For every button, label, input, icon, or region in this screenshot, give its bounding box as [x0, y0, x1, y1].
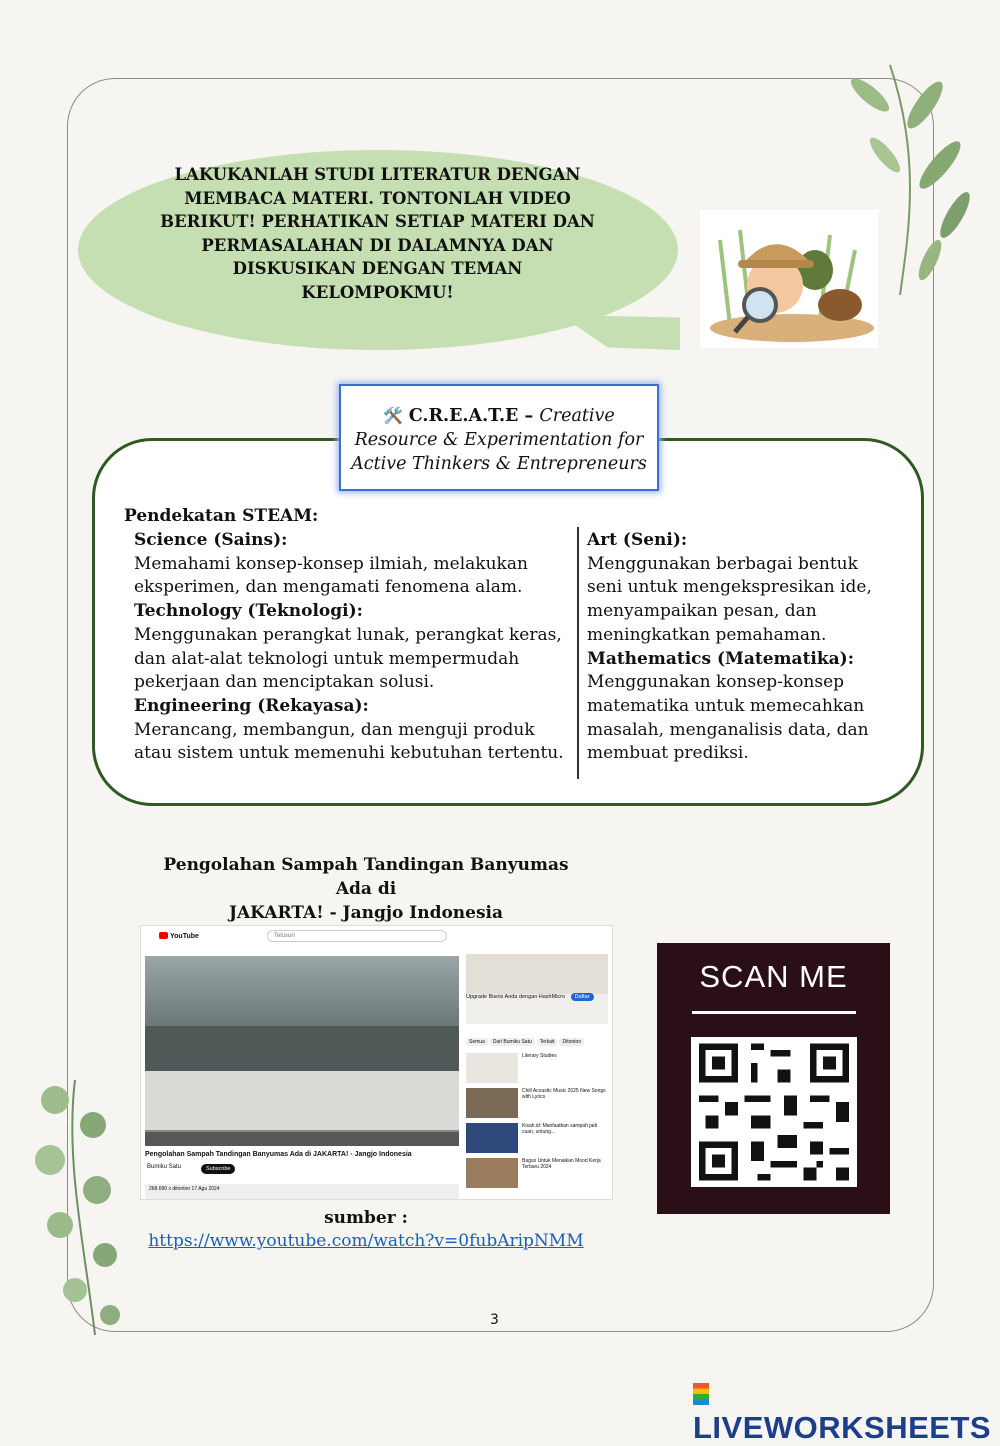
instruction-text: [150, 163, 605, 304]
related-video: [466, 1053, 608, 1083]
ad-text: Upgrade Bisnis Anda dengan HashMicro: [466, 994, 566, 1000]
instruction-line: MEMBACA MATERI. TONTONLAH VIDEO: [184, 188, 571, 208]
youtube-header: [141, 926, 612, 948]
steam-right-column: [587, 529, 897, 766]
youtube-screenshot[interactable]: [140, 925, 613, 1200]
tools-icon: 🛠️: [383, 406, 404, 425]
youtube-video-title: Pengolahan Sampah Tandingan Banyumas Ada di JAKARTA! - Jangjo Indonesia: [145, 1151, 412, 1158]
liveworksheets-logo: [693, 1374, 1000, 1446]
related-title: Kisah.id: Manfaatkan sampah jadi cuan, untung...: [522, 1123, 598, 1135]
chip: Dari Bumiku Satu: [490, 1038, 535, 1046]
engineering-text: Merancang, membangun, dan menguji produk atau sistem untuk memenuhi kebutuhan tertentu.: [134, 719, 564, 764]
page-number: 3: [490, 1312, 499, 1328]
mathematics-heading: Mathematics (Matematika):: [587, 648, 854, 669]
youtube-ad: [466, 954, 608, 1024]
chip: Ditonton: [559, 1038, 584, 1046]
create-dash: –: [518, 406, 540, 426]
related-video: [466, 1123, 608, 1153]
video-player: [145, 956, 459, 1146]
create-title: C.R.E.A.T.E: [408, 406, 519, 426]
instruction-line: DISKUSIKAN DENGAN TEMAN: [232, 259, 523, 278]
technology-heading: Technology (Teknologi):: [134, 601, 363, 622]
video-frame-roof: [145, 956, 459, 1026]
art-text: Menggunakan berbagai bentuk seni untuk mengekspresikan ide, menyampaikan pesan, dan meningkatkan pemahaman.: [587, 553, 872, 645]
art-heading: Art (Seni):: [587, 530, 688, 550]
related-title: Bagus Untuk Menaikan Mood Kerja Terbaru 2024: [522, 1158, 601, 1170]
steam-heading: Pendekatan STEAM:: [124, 506, 319, 526]
youtube-description: 268.690 x ditonton 17 Agu 2024: [145, 1184, 459, 1200]
related-video: [466, 1088, 608, 1118]
youtube-logo-text: YouTube: [170, 933, 199, 940]
science-text: Memahami konsep-konsep ilmiah, melakukan eksperimen, dan mengamati fenomena alam.: [134, 553, 528, 598]
qr-code-icon: [691, 1037, 857, 1187]
chip: Semua: [466, 1038, 488, 1046]
explorer-kid-illustration: [700, 210, 878, 348]
related-title: Chill Acoustic Music 2025 New Songs with Lyrics: [522, 1088, 606, 1100]
video-title-line: JAKARTA! - Jangjo Indonesia: [228, 903, 504, 923]
liveworksheets-mark-icon: [693, 1383, 709, 1405]
ad-banner: [466, 954, 608, 994]
column-divider: [577, 527, 579, 779]
eucalyptus-decoration: [15, 1070, 125, 1340]
qr-code-card[interactable]: [657, 943, 890, 1214]
chip: Terkait: [537, 1038, 558, 1046]
youtube-search-input: Telusuri: [267, 930, 447, 942]
instruction-line: BERIKUT! PERHATIKAN SETIAP MATERI DAN: [160, 212, 595, 231]
related-title: Literary Studies: [522, 1053, 557, 1059]
science-heading: Science (Sains):: [134, 530, 288, 550]
instruction-line: LAKUKANLAH STUDI LITERATUR DENGAN: [174, 165, 581, 184]
youtube-play-icon: [159, 932, 168, 939]
youtube-chips: [466, 1030, 608, 1048]
source-link[interactable]: https://www.youtube.com/watch?v=0fubAripNMM: [148, 1231, 584, 1251]
qr-underline: [692, 1011, 856, 1014]
youtube-logo: [159, 932, 199, 940]
steam-left-column: [134, 529, 572, 766]
create-subtitle: Active Thinkers & Entrepreneurs: [351, 454, 647, 474]
video-title: [148, 853, 584, 925]
create-title-box: [339, 384, 659, 491]
technology-text: Menggunakan perangkat lunak, perangkat keras, dan alat-alat teknologi untuk mempermudah pekerjaan dan menciptakan solusi.: [134, 624, 562, 693]
related-thumb: [466, 1053, 518, 1083]
engineering-heading: Engineering (Rekayasa):: [134, 695, 369, 716]
source-label: sumber :: [324, 1208, 408, 1228]
youtube-sidebar: [466, 954, 608, 1199]
scan-me-label: SCAN ME: [699, 959, 848, 994]
mathematics-text: Menggunakan konsep-konsep matematika untuk memecahkan masalah, menganalisis data, dan membuat prediksi.: [587, 672, 869, 764]
instruction-line: PERMASALAHAN DI DALAMNYA DAN: [201, 235, 554, 255]
youtube-subscribe: Subscribe: [201, 1164, 235, 1174]
instruction-line: KELOMPOKMU!: [301, 282, 454, 302]
video-title-line: Pengolahan Sampah Tandingan Banyumas Ada di: [163, 855, 569, 899]
ad-button: Daftar: [571, 993, 594, 1001]
create-subtitle: Creative: [539, 406, 615, 426]
related-thumb: [466, 1088, 518, 1118]
video-controls: [145, 1132, 459, 1146]
related-thumb: [466, 1158, 518, 1188]
youtube-channel: Bumiku Satu: [147, 1164, 182, 1170]
create-subtitle: Resource & Experimentation for: [354, 430, 644, 450]
related-video: [466, 1158, 608, 1188]
brand-text: LIVEWORKSHEETS: [693, 1410, 992, 1445]
related-thumb: [466, 1123, 518, 1153]
